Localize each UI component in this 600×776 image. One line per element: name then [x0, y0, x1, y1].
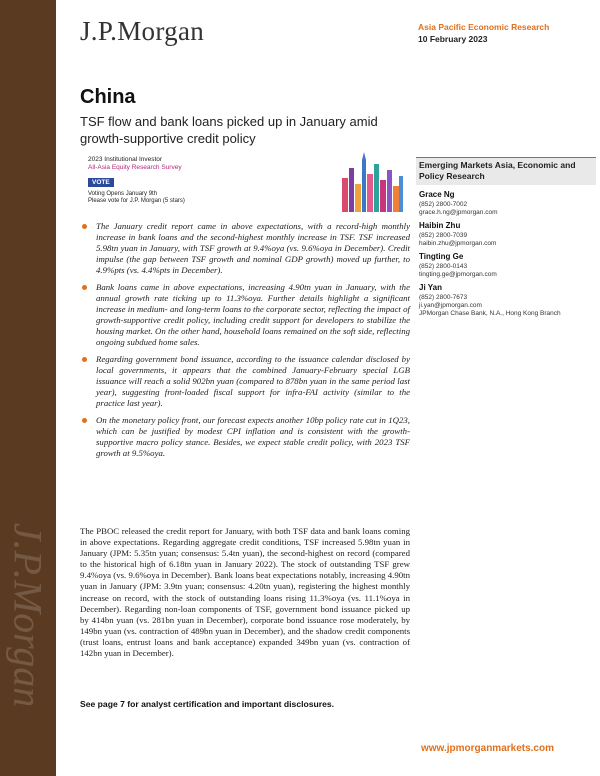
country-title: China: [80, 86, 136, 108]
vote-button[interactable]: VOTE: [88, 178, 114, 187]
author-phone: (852) 2800-7673: [419, 294, 468, 301]
footer-link[interactable]: www.jpmorganmarkets.com: [421, 743, 554, 754]
survey-banner[interactable]: [88, 156, 328, 204]
authors-heading: Emerging Markets Asia, Economic and Policy Research: [416, 157, 596, 185]
author-entity: JPMorgan Chase Bank, N.A., Hong Kong Branch: [419, 310, 561, 317]
jpmorgan-logo: J.P.Morgan: [80, 16, 205, 46]
author-phone: (852) 2800-0143: [419, 263, 468, 270]
key-points-list: [80, 221, 410, 465]
survey-line-1: 2023 Institutional Investor: [88, 156, 163, 163]
report-header: [418, 22, 549, 44]
report-date: 10 February 2023: [418, 34, 488, 44]
author-card: [416, 221, 596, 247]
key-point: The January credit report came in above expectations, with a record-high monthly increase in bank loans and the second-highest monthly increase in TSF. TSF increased 5.98tn yuan in January, with TSF growth at 9.4%oya (vs. 9.6%oya in December). Credit impulse (the gap between TSF growth and nominal GDP growth) moved up further, to 4.9%pts (vs. 4.4%pts in December).: [80, 221, 410, 276]
author-name: Ji Yan: [419, 283, 442, 292]
disclosure-note: See page 7 for analyst certification and important disclosures.: [80, 699, 335, 709]
survey-vote-request: Please vote for J.P. Morgan (5 stars): [88, 198, 185, 204]
author-name: Tingting Ge: [419, 252, 464, 261]
author-card: [416, 283, 596, 317]
author-card: [416, 190, 596, 216]
key-point: On the monetary policy front, our forecast expects another 10bp policy rate cut in 1Q23, which can be justified by modest CPI inflation and is consistent with the growth-supportive macro policy stance. Besides, we expect stable credit policy, with 2023 TSF growth at 9.5%oya.: [80, 415, 410, 459]
author-phone: (852) 2800-7039: [419, 232, 468, 239]
author-card: [416, 252, 596, 278]
author-email[interactable]: haibin.zhu@jpmorgan.com: [419, 240, 497, 247]
author-email[interactable]: ji.yan@jpmorgan.com: [419, 302, 482, 309]
author-name: Grace Ng: [419, 190, 455, 199]
key-point: Regarding government bond issuance, according to the issuance calendar disclosed by local governments, it appears that the combined January-February special LGB issuance will reach a solid 902bn yuan (compared to 878bn yuan in the same period last year), suggesting front-loaded fiscal support for infra-FAI activity (similar to the practice last year).: [80, 354, 410, 409]
report-headline: TSF flow and bank loans picked up in January amid growth-supportive credit policy: [80, 114, 378, 146]
city-skyline-illustration: [340, 150, 404, 212]
survey-voting-opens: Voting Opens January 9th: [88, 191, 158, 197]
author-email[interactable]: tingting.ge@jpmorgan.com: [419, 271, 497, 278]
report-series-title: Asia Pacific Economic Research: [418, 22, 550, 32]
authors-panel: [416, 157, 596, 317]
survey-line-2: All-Asia Equity Research Survey: [88, 164, 182, 171]
author-name: Haibin Zhu: [419, 221, 461, 230]
body-paragraph: The PBOC released the credit report for January, with both TSF data and bank loans coming in above expectations. Regarding aggregate credit conditions, TSF increased 5.98tn yuan in January (JPM: 5.35tn yuan; consensus: 5.4tn yuan), the second-highest on record (compared to the historical high of 6.18tn yuan in January 2022). The stock of outstanding TSF grew 9.4%oya (vs. 9.6%oya in December). Bank loans beat expectations notably, increasing 4.90tn yuan in January (JPM: 3.9tn yuan; consensus: 4.20tn yuan), registering the highest monthly increase on record, with the stock of outstanding loans rising 11.3%oya (vs. 11.1%oya in December). Regarding non-loan components of TSF, government bond issuance picked up by 414bn yuan (vs. 281bn yuan in December), corporate bond issuance rose moderately, by 149bn yuan (vs. contraction of 489bn yuan in December), and the shadow credit components (trust loans, entrust loans and bank acceptance) expanded 349bn yuan (vs. contraction of 142bn yuan in December).: [80, 526, 410, 659]
sidebar-watermark-logo: J.P.Morgan: [5, 522, 51, 708]
author-phone: (852) 2800-7002: [419, 201, 468, 208]
author-email[interactable]: grace.h.ng@jpmorgan.com: [419, 209, 498, 216]
brand-sidebar: [0, 0, 56, 776]
key-point: Bank loans came in above expectations, increasing 4.90tn yuan in January, with the annual growth rate ticking up to 11.3%oya. Further details highlight a significant increase in medium- and long-term loans to the corporate sector, reflecting the impact of growth-supportive credit policy, including credit support for developers to stabilize the housing market. On the other hand, household loans remained on the soft side, reflecting ongoing subdued home sales.: [80, 282, 410, 348]
